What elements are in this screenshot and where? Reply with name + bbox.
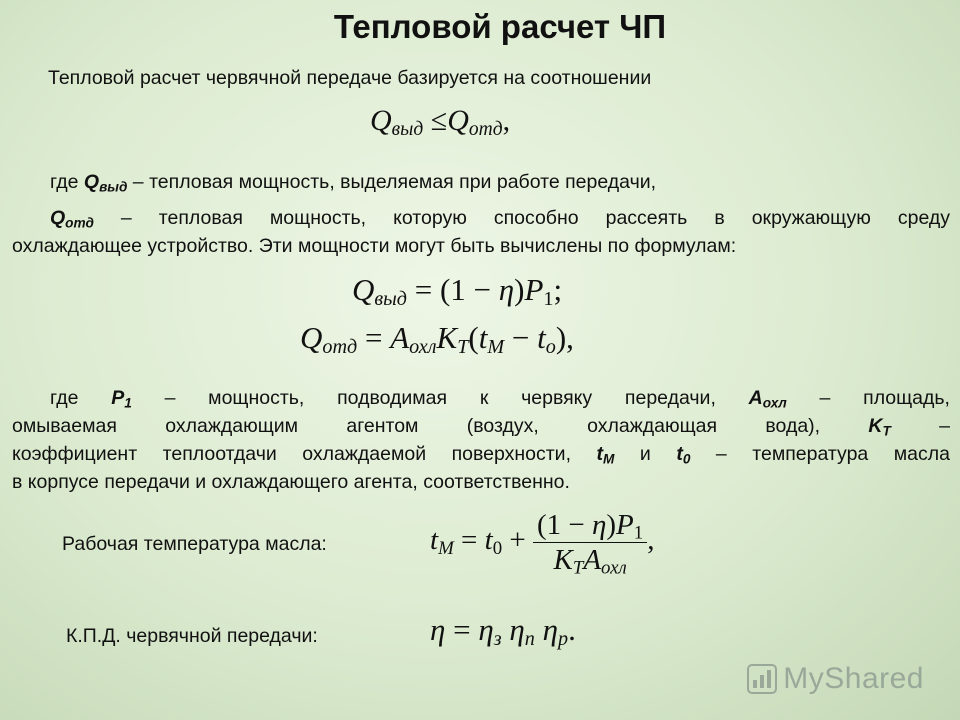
where-q-dissipated-cont: охлаждающее устройство. Эти мощности могут быть вычислены по формулам: bbox=[12, 235, 737, 257]
efficiency-formula: $\eta = \eta_з$ $\eta_п$ $\eta_р$. bbox=[430, 612, 576, 651]
where-q-dissipated: $Q_{отд}$ – тепловая мощность, которую способно рассеять в окружающую среду bbox=[50, 207, 950, 231]
oil-temp-formula: $t_M = t_0$ + $\frac{(1 - \eta)P_1}{K_TA_{охл}}$ , bbox=[430, 509, 655, 579]
watermark-logo: MyShared bbox=[747, 662, 924, 696]
logo-icon bbox=[747, 664, 777, 694]
where-agent-line: омываемая охлаждающим агентом (воздух, охлаждающая вода), $K_T$ – bbox=[12, 415, 950, 439]
q-dissipated-formula: $Q_{отд} = A_{охл}K_T(t_M - t_o)$, bbox=[300, 320, 574, 359]
oil-temp-label: Рабочая температура масла: bbox=[62, 533, 327, 555]
intro-text: Тепловой расчет червячной передаче базируется на соотношении bbox=[48, 67, 652, 89]
where-q-released: где $Q_{выд}$ – тепловая мощность, выделяемая при работе передачи, bbox=[50, 171, 657, 195]
where-coefficient-line: коэффициент теплоотдачи охлаждаемой поверхности, $t_M$ и $t_0$ – температура масла bbox=[12, 443, 951, 467]
page-title: Тепловой расчет ЧП bbox=[333, 8, 667, 45]
efficiency-label: К.П.Д. червячной передачи: bbox=[66, 625, 318, 647]
q-released-formula: $Q_{выд} = (1 - \eta)P_1$; bbox=[352, 272, 563, 311]
where-p1-line: где $P_1$ – мощность, подводимая к червяку передачи, $A_{охл}$ – площадь, bbox=[50, 387, 950, 411]
inequality-formula: $Q_{выд} \le Q_{отд}$, bbox=[370, 104, 511, 140]
where-oil-line: в корпусе передачи и охлаждающего агента, соответственно. bbox=[12, 471, 570, 493]
